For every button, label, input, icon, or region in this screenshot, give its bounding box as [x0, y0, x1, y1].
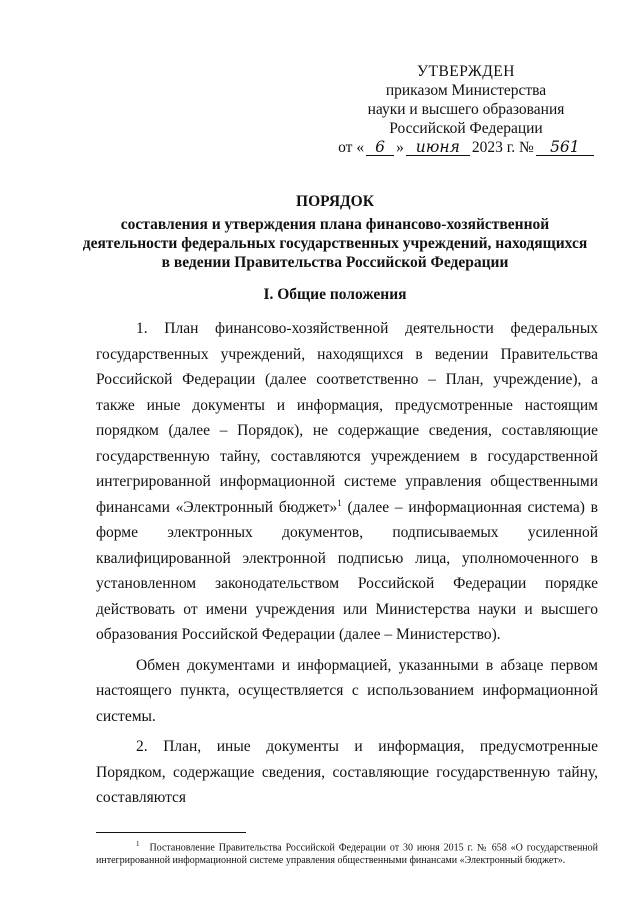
- title-line-3: в ведении Правительства Российской Федерации: [161, 254, 509, 271]
- footnote-reference: 1: [337, 497, 342, 508]
- body-text: [96, 316, 598, 811]
- paragraph-1: [96, 316, 598, 648]
- section-heading: I. Общие положения: [263, 286, 407, 303]
- paragraph-2: Обмен документами и информацией, указанными в абзаце первом настоящего пункта, осуществляется с использованием информационной системы.: [96, 656, 598, 725]
- footnote: [96, 838, 598, 867]
- title-line-1: составления и утверждения плана финансово-хозяйственной: [120, 216, 550, 233]
- approval-date-line: [336, 138, 596, 157]
- document-title: [70, 192, 600, 272]
- handwritten-month: июня: [406, 139, 470, 156]
- handwritten-order-number: 561: [536, 139, 594, 156]
- approval-block: [336, 62, 596, 157]
- date-prefix: от «: [338, 139, 365, 156]
- footnote-text: Постановление Правительства Российской Федерации от 30 июня 2015 г. № 658 «О государственной интегрированной информационной системе управления общественными финансами «Электронный бюджет».: [96, 842, 598, 867]
- footnote-number: 1: [136, 840, 140, 848]
- paragraph-1-part-2: (далее – информационная система) в форме электронных документов, подписываемых усиленной квалифицированной электронной подписью лица, уполномоченного в установленном законодательством Российской Федерации порядке действовать от имени учреждения или Министерства науки и высшего образования Российской Федерации (далее – Министерство).: [96, 498, 598, 643]
- approval-line-2: науки и высшего образования: [367, 101, 565, 118]
- approval-stamp: УТВЕРЖДЕН: [417, 63, 515, 80]
- date-year-text: 2023 г. №: [471, 139, 534, 156]
- approval-line-1: приказом Министерства: [385, 82, 547, 99]
- title-main: ПОРЯДОК: [296, 193, 374, 210]
- paragraph-1-part-1: 1. План финансово-хозяйственной деятельности федеральных государственных учреждений, находящихся в ведении Правительства Российской Федерации (далее соответственно – План, учреждение), а также иные документы и информация, предусмотренные настоящим порядком (далее – Порядок), не содержащие сведения, составляющие государственную тайну, составляются учреждением в государственной интегрированной информационной системе управления общественными финансами «Электронный бюджет»: [96, 320, 598, 516]
- date-quote-close: »: [396, 139, 404, 156]
- footnote-divider: [96, 832, 246, 833]
- title-line-2: деятельности федеральных государственных учреждений, находящихся: [82, 235, 588, 252]
- handwritten-day: 6: [366, 139, 394, 156]
- approval-line-3: Российской Федерации: [389, 120, 543, 137]
- paragraph-3: 2. План, иные документы и информация, предусмотренные Порядком, содержащие сведения, составляющие государственную тайну, составляются: [96, 738, 598, 806]
